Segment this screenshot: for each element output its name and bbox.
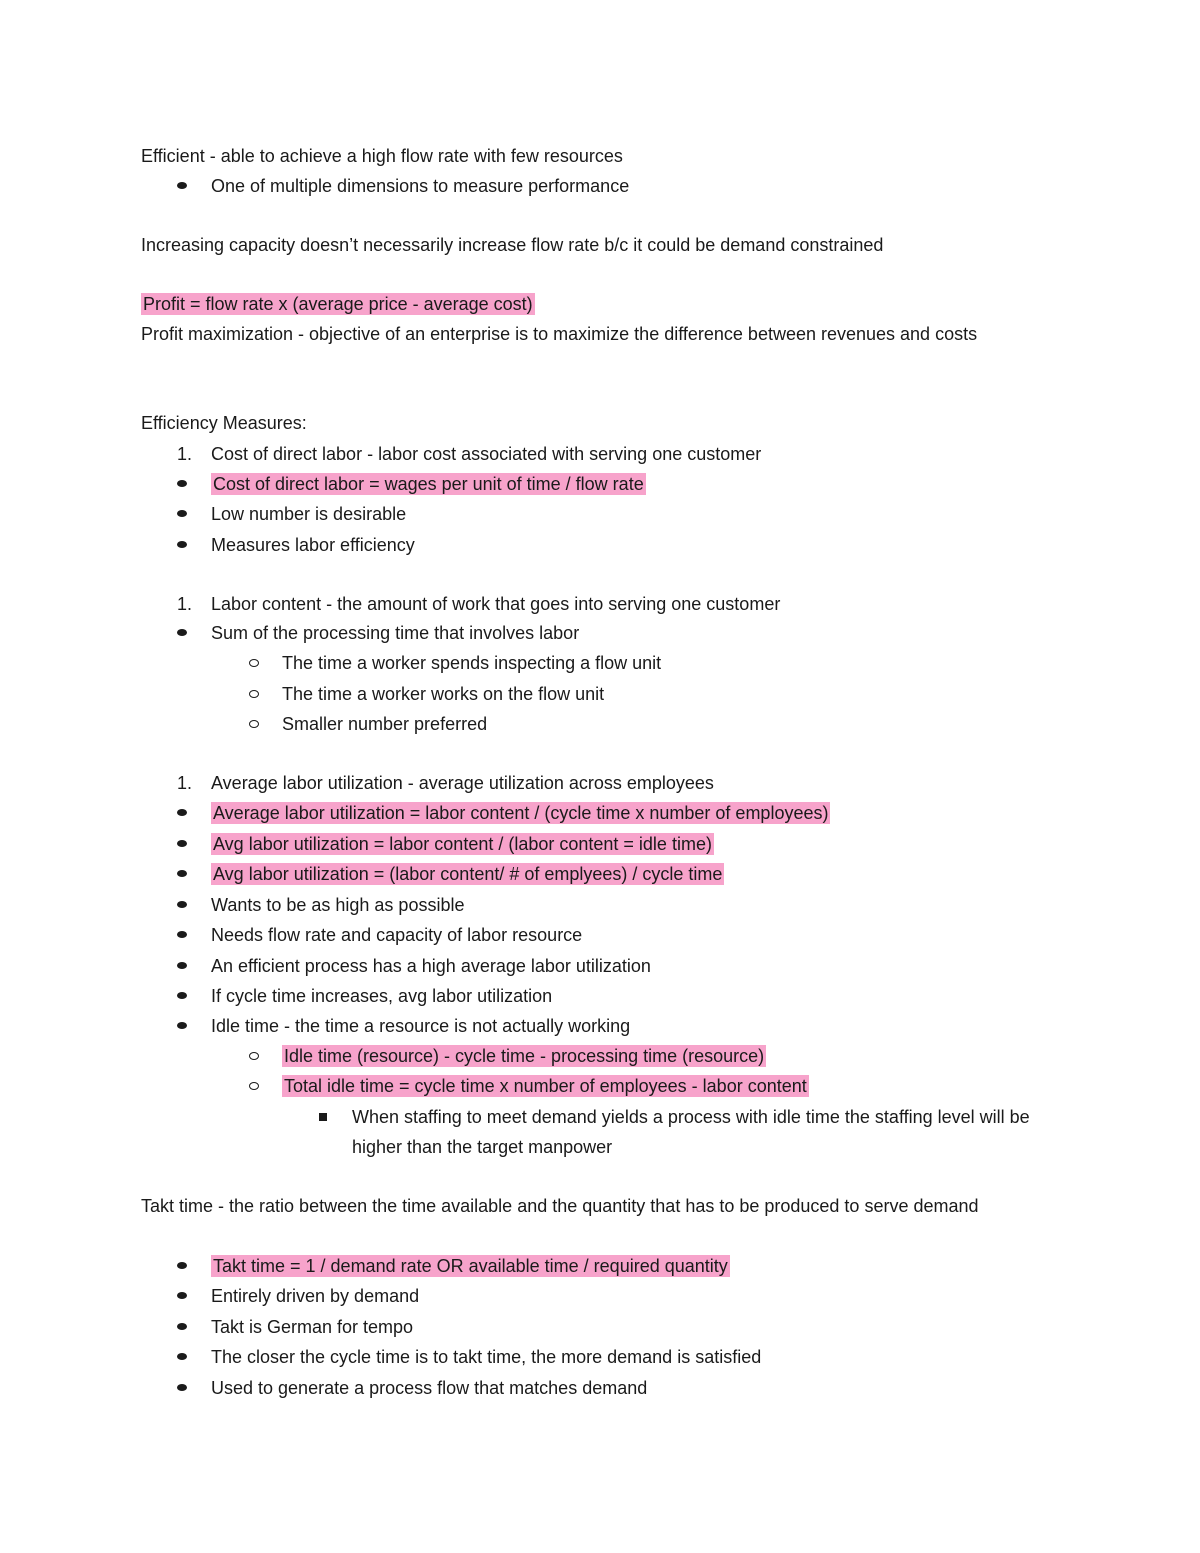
formula-takt-time [211, 1251, 1111, 1281]
section-heading-efficiency-measures: Efficiency Measures: [141, 413, 307, 433]
bullet-icon [177, 1292, 187, 1299]
bullet-icon [177, 809, 187, 816]
list-item: Sum of the processing time that involves labor [211, 623, 580, 643]
highlighted-formula: Takt time = 1 / demand rate OR available time / required quantity [213, 1256, 728, 1276]
bullet-icon [177, 901, 187, 908]
list-item: Low number is desirable [211, 504, 407, 524]
list-item: The closer the cycle time is to takt time, the more demand is satisfied [211, 1347, 762, 1367]
bullet-icon [177, 1022, 187, 1029]
bullet-icon [177, 629, 187, 636]
circle-bullet-icon [249, 690, 259, 698]
highlighted-formula: Idle time (resource) - cycle time - processing time (resource) [284, 1046, 765, 1066]
list-item: Needs flow rate and capacity of labor resource [211, 925, 583, 945]
definition-takt-time: Takt time - the ratio between the time available and the quantity that has to be produced to serve demand [141, 1196, 979, 1216]
list-item: Wants to be as high as possible [211, 895, 465, 915]
highlighted-formula: Avg labor utilization = labor content / (labor content = idle time) [213, 834, 712, 854]
formula-avg-labor-utilization-2 [211, 829, 1111, 859]
bullet-icon [177, 182, 187, 189]
list-item: Used to generate a process flow that matches demand [211, 1378, 648, 1398]
list-number: 1. [177, 594, 193, 614]
bullet-icon [177, 870, 187, 877]
list-item: Average labor utilization - average utilization across employees [211, 773, 714, 793]
list-item: When staffing to meet demand yields a process with idle time the staffing level will be higher than the target manpower [352, 1107, 1030, 1157]
list-item: The time a worker spends inspecting a flow unit [282, 653, 662, 673]
list-item: Entirely driven by demand [211, 1286, 420, 1306]
paragraph-capacity: Increasing capacity doesn’t necessarily increase flow rate b/c it could be demand constrained [141, 235, 884, 255]
formula-idle-time [282, 1041, 1182, 1071]
highlighted-formula: Average labor utilization = labor content / (cycle time x number of employees) [213, 803, 829, 823]
bullet-icon [177, 931, 187, 938]
bullet-icon [177, 510, 187, 517]
highlighted-formula: Cost of direct labor = wages per unit of time / flow rate [213, 474, 644, 494]
bullet-icon [177, 1353, 187, 1360]
list-item: Takt is German for tempo [211, 1317, 414, 1337]
bullet-icon [177, 1384, 187, 1391]
list-item: Measures labor efficiency [211, 535, 415, 555]
formula-total-idle-time [282, 1071, 1182, 1101]
bullet-icon [177, 992, 187, 999]
list-item: Smaller number preferred [282, 714, 488, 734]
bullet-icon [177, 840, 187, 847]
circle-bullet-icon [249, 1082, 259, 1090]
list-item: An efficient process has a high average labor utilization [211, 956, 651, 976]
bullet-icon [177, 541, 187, 548]
formula-avg-labor-utilization-3 [211, 859, 1111, 889]
list-number: 1. [177, 773, 193, 793]
highlighted-formula: Avg labor utilization = (labor content/ # of emplyees) / cycle time [213, 864, 723, 884]
circle-bullet-icon [249, 1052, 259, 1060]
definition-efficient: Efficient - able to achieve a high flow rate with few resources [141, 146, 623, 166]
bullet-icon [177, 1262, 187, 1269]
formula-cost-direct-labor [211, 469, 1111, 499]
bullet-icon [177, 962, 187, 969]
highlighted-formula: Total idle time = cycle time x number of employees - labor content [284, 1076, 807, 1096]
list-item: Idle time - the time a resource is not actually working [211, 1016, 631, 1036]
list-item: If cycle time increases, avg labor utilization [211, 986, 553, 1006]
highlighted-formula: Profit = flow rate x (average price - average cost) [143, 294, 533, 314]
list-item: Cost of direct labor - labor cost associated with serving one customer [211, 444, 762, 464]
formula-avg-labor-utilization-1 [211, 798, 1111, 828]
list-item: One of multiple dimensions to measure performance [211, 176, 630, 196]
bullet-icon [177, 480, 187, 487]
list-item: Labor content - the amount of work that goes into serving one customer [211, 594, 781, 614]
list-number: 1. [177, 444, 193, 464]
square-bullet-icon [319, 1113, 327, 1121]
definition-profit-maximization: Profit maximization - objective of an enterprise is to maximize the difference between revenues and costs [141, 324, 978, 344]
bullet-icon [177, 1323, 187, 1330]
list-item: The time a worker works on the flow unit [282, 684, 605, 704]
circle-bullet-icon [249, 720, 259, 728]
circle-bullet-icon [249, 659, 259, 667]
formula-profit [141, 289, 1041, 319]
